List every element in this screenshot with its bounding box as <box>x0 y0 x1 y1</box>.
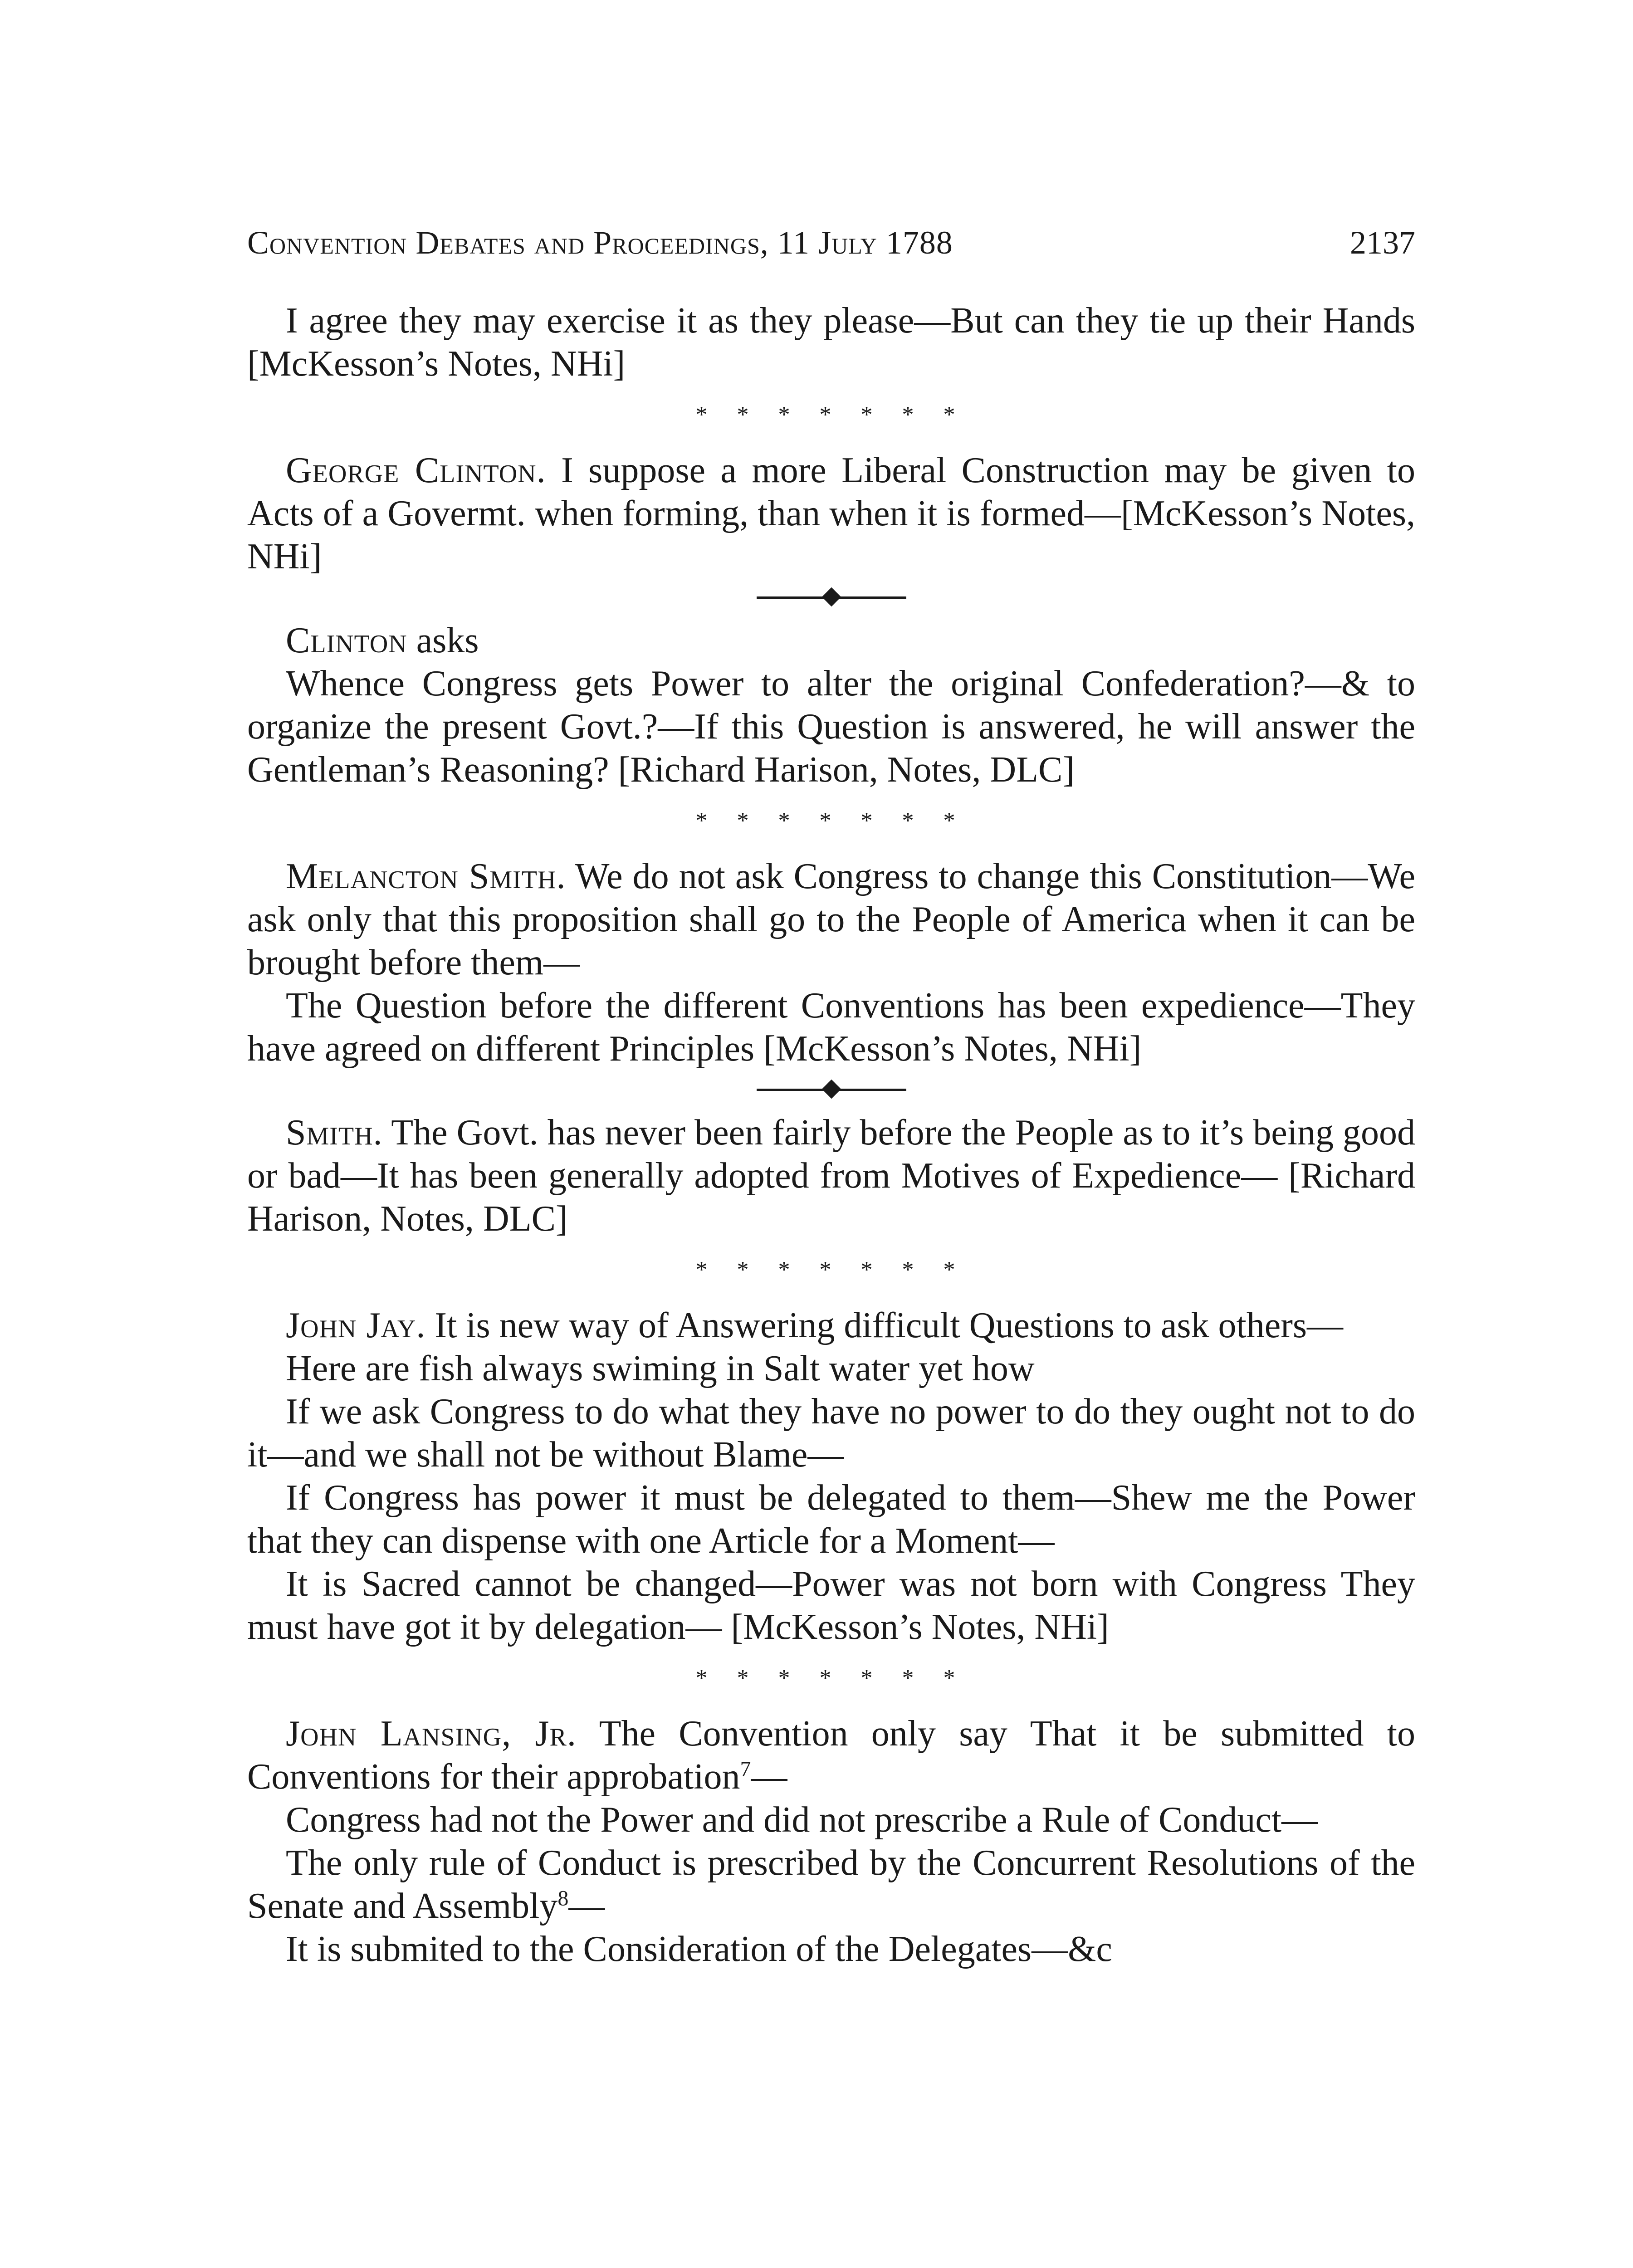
paragraph-jay <box>247 1304 1415 1347</box>
paragraph-text: — <box>568 1886 605 1926</box>
diamond-rule-separator <box>247 1070 1415 1111</box>
paragraph-text: The only rule of Conduct is prescribed by the Concurrent Resolutions of the Senate and Assembly <box>247 1843 1415 1926</box>
paragraph-text: I suppose a more Liberal Construction may be given to Acts of a Govermt. when forming, than when it is formed—[McKesson’s Notes, NHi] <box>247 450 1416 577</box>
diamond-icon <box>821 587 841 606</box>
running-head <box>247 218 1415 268</box>
asterisk-separator: * * * * * * * <box>695 402 967 428</box>
asterisk-separator: * * * * * * * <box>695 1665 967 1691</box>
running-head-title: Convention Debates and Proceedings, 11 July 1788 <box>247 225 953 261</box>
paragraph: Whence Congress gets Power to alter the original Confederation?—& to organize the present Govt.?—If this Question is answered, he will answer the Gentleman’s Reasoning? [Richard Harison, Notes, DLC] <box>247 664 1415 790</box>
asterisk-separator: * * * * * * * <box>695 1257 967 1283</box>
paragraph-text: — <box>751 1757 787 1797</box>
paragraph-lansing <box>247 1712 1415 1799</box>
paragraph-text: The Convention only say That it be submitted to Conventions for their approbation <box>247 1714 1415 1797</box>
paragraph-text: asks <box>407 621 479 660</box>
paragraph: It is Sacred cannot be changed—Power was not born with Congress They must have got it by delegation— [McKesson’s Notes, NHi] <box>247 1564 1415 1647</box>
paragraph: If Congress has power it must be delegated to them—Shew me the Power that they can dispense with one Article for a Moment— <box>247 1478 1415 1561</box>
paragraph <box>247 1842 1415 1928</box>
asterisk-separator: * * * * * * * <box>695 808 967 834</box>
paragraph-clinton-2 <box>247 619 1415 662</box>
footnote-reference[interactable]: 8 <box>557 1886 569 1911</box>
paragraph: It is submited to the Consideration of the Delegates—&c <box>286 1929 1112 1969</box>
footnote-reference[interactable]: 7 <box>740 1757 751 1781</box>
paragraph: If we ask Congress to do what they have no power to do they ought not to do it—and we shall not be without Blame— <box>247 1392 1415 1475</box>
page-number: 2137 <box>1350 225 1415 261</box>
paragraph-clinton-1 <box>247 449 1415 578</box>
paragraph: Here are fish always swiming in Salt water yet how <box>286 1349 1035 1388</box>
paragraph: I agree they may exercise it as they please—But can they tie up their Hands [McKesson’s Notes, NHi] <box>247 301 1415 384</box>
paragraph-text: It is new way of Answering difficult Questions to ask others— <box>425 1305 1344 1345</box>
speaker-name: John Jay. <box>286 1305 426 1345</box>
speaker-name: George Clinton. <box>286 450 546 490</box>
speaker-name: Melancton Smith. <box>286 856 566 896</box>
paragraph-smith-1 <box>247 855 1415 984</box>
paragraph: The Question before the different Conventions has been expedience—They have agreed on different Principles [McKesson’s Notes, NHi] <box>247 986 1415 1069</box>
speaker-name: Smith. <box>286 1113 383 1153</box>
diamond-icon <box>821 1080 841 1099</box>
diamond-rule-separator <box>247 578 1415 619</box>
paragraph-text: The Govt. has never been fairly before the People as to it’s being good or bad—It has been generally adopted from Motives of Expedience— [Richard Harison, Notes, DLC] <box>247 1113 1415 1239</box>
paragraph-smith-2 <box>247 1111 1415 1241</box>
paragraph: Congress had not the Power and did not prescribe a Rule of Conduct— <box>286 1800 1318 1840</box>
paragraph-text: We do not ask Congress to change this Constitution—We ask only that this proposition shall go to the People of America when it can be brought before them— <box>247 856 1415 982</box>
speaker-name: John Lansing, Jr. <box>286 1714 577 1754</box>
body-text <box>247 299 1415 1971</box>
speaker-name: Clinton <box>286 621 407 660</box>
